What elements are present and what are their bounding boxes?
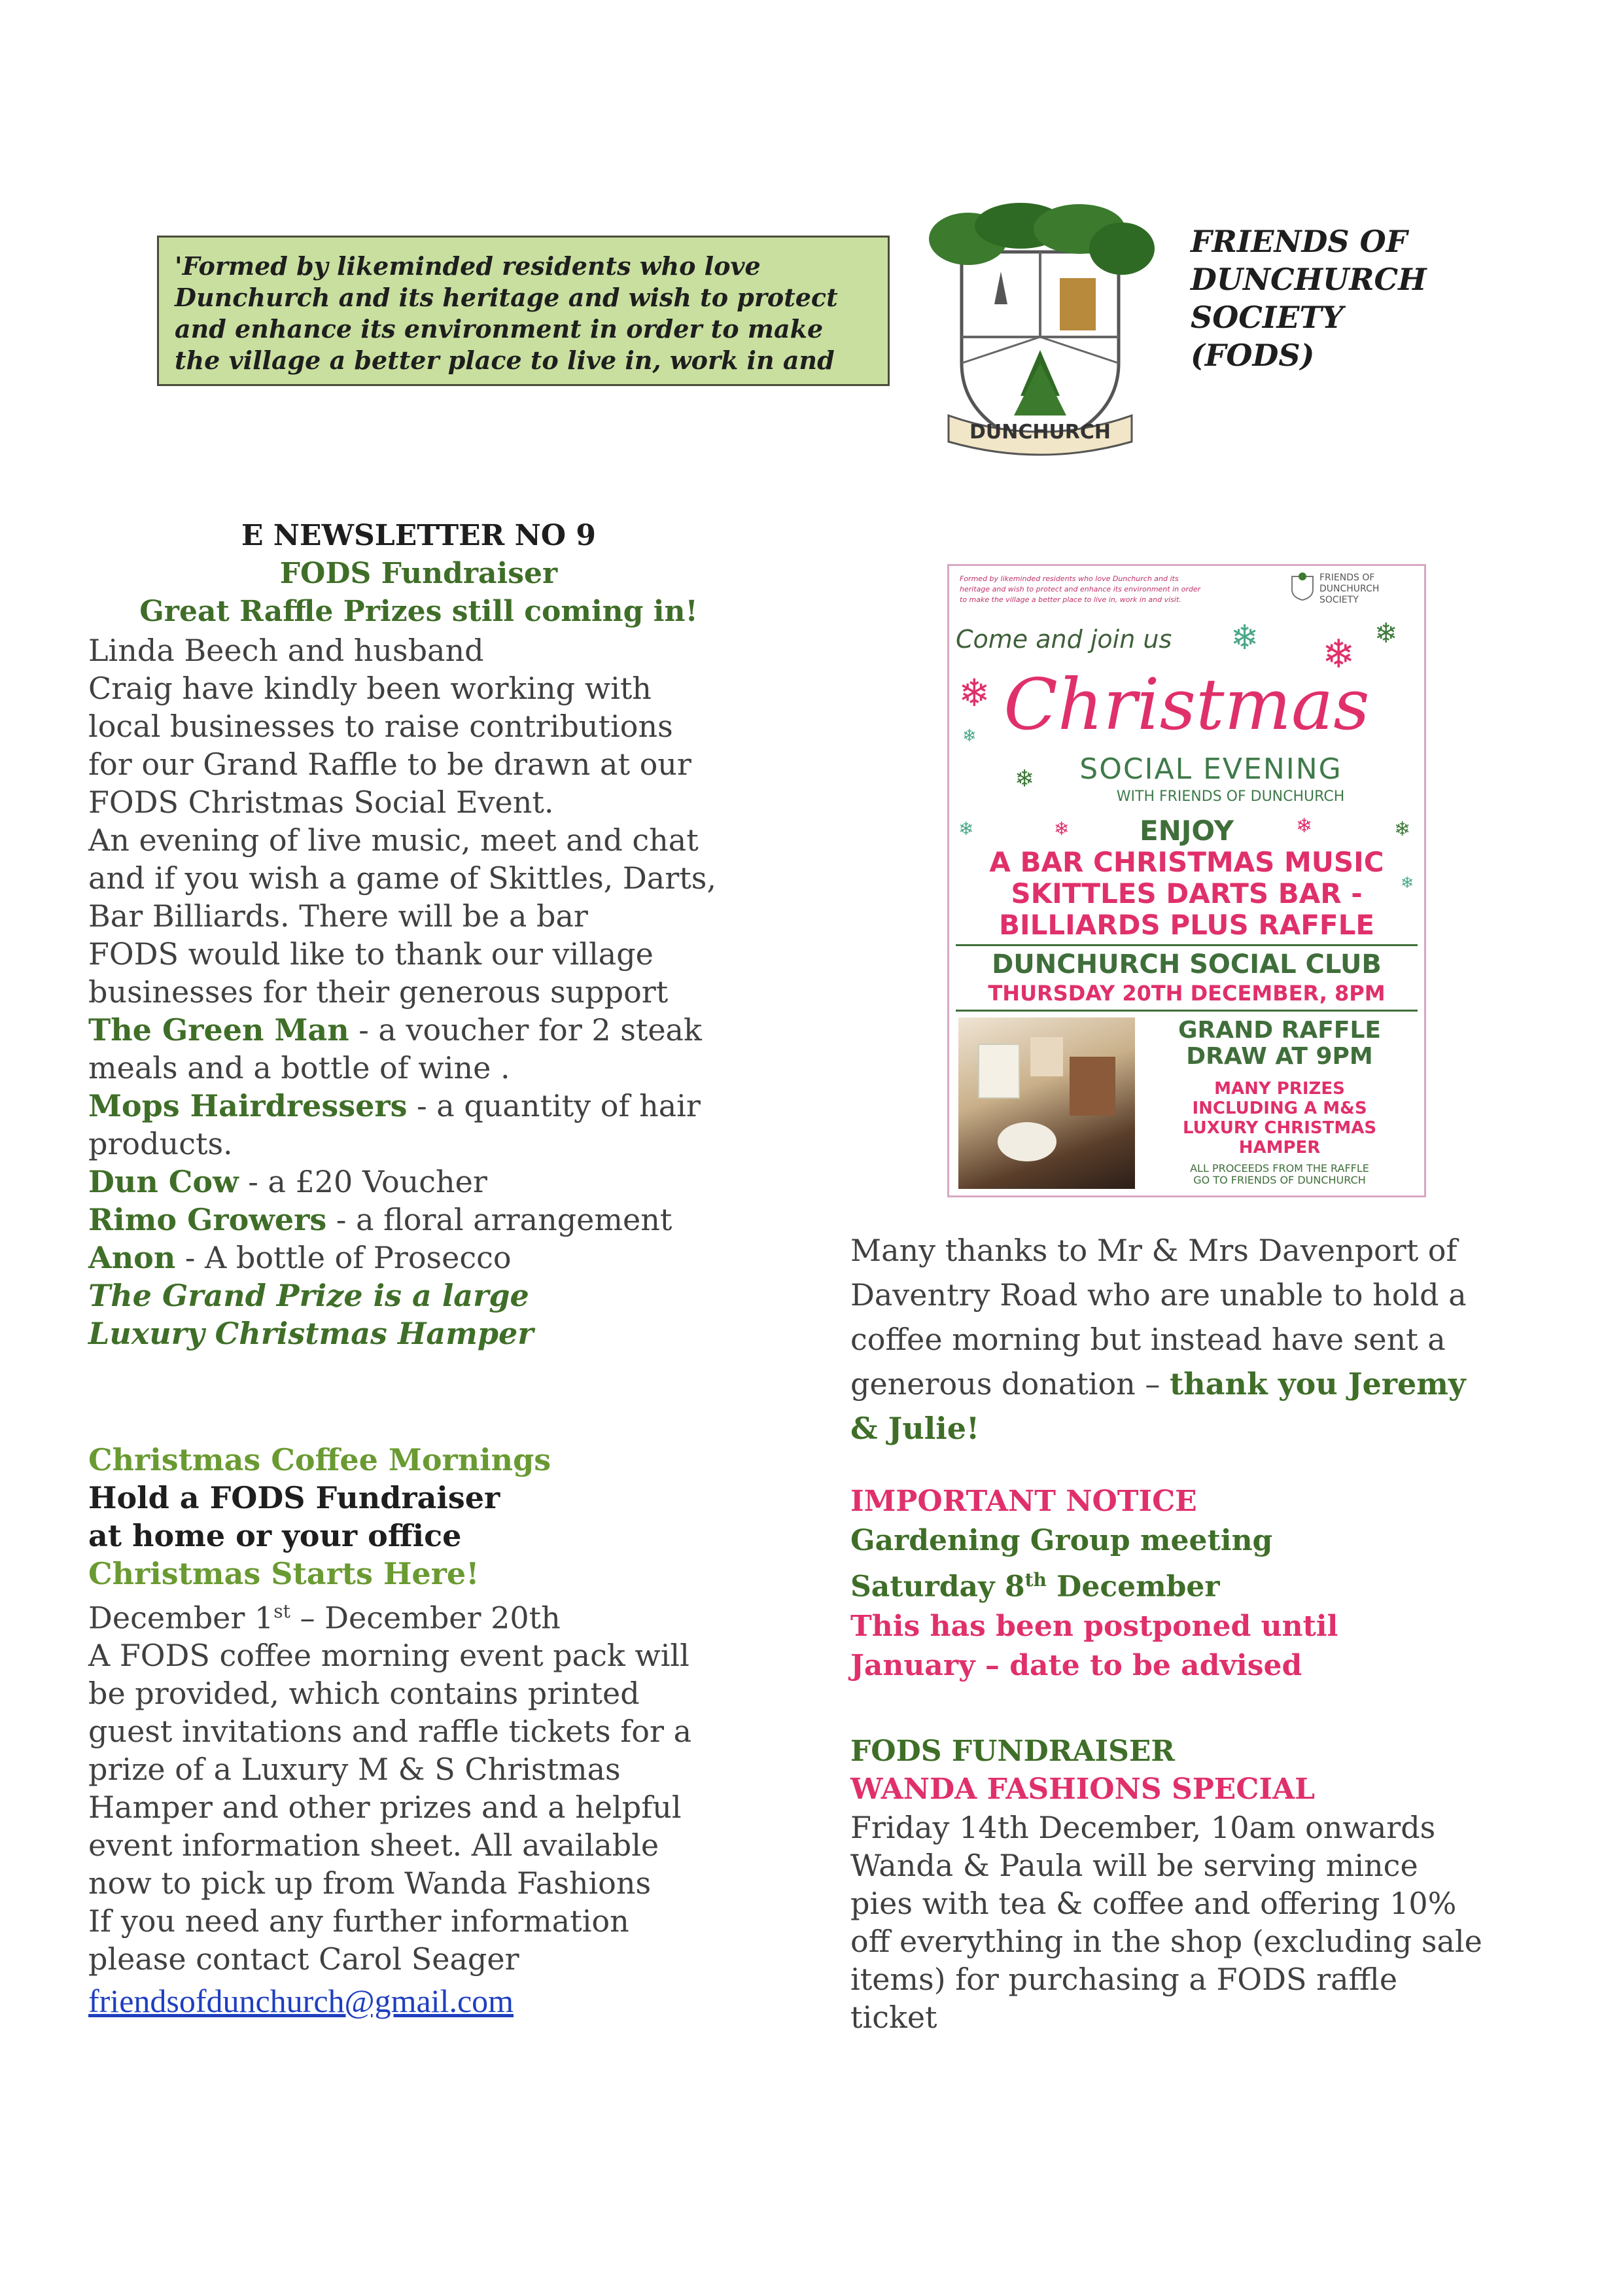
poster-social-evening: SOCIAL EVENING: [1079, 752, 1342, 786]
motto-line: the village a better place to live in, work in and: [175, 345, 835, 375]
coffee-line: guest invitations and raffle tickets for a: [88, 1714, 691, 1750]
newsletter-title: E NEWSLETTER NO 9: [241, 519, 597, 552]
coffee-line: Hamper and other prizes and a helpful: [88, 1790, 682, 1826]
notice-line: Gardening Group meeting: [850, 1524, 1273, 1557]
notice-date-sup: th: [1024, 1569, 1047, 1591]
society-name-line: FRIENDS OF: [1191, 224, 1408, 259]
wanda-line: Wanda & Paula will be serving mince: [850, 1848, 1418, 1883]
poster-proceeds-line: GO TO FRIENDS OF DUNCHURCH: [1193, 1174, 1366, 1186]
sponsor-item: [88, 1201, 775, 1239]
wanda-line: Friday 14th December, 10am onwards: [850, 1810, 1436, 1845]
intro-line: businesses for their generous support: [88, 974, 669, 1010]
coffee-sub-green: Christmas Starts Here!: [88, 1556, 480, 1591]
wanda-line: off everything in the shop (excluding sale: [850, 1924, 1482, 1959]
motto-line: Dunchurch and its heritage and wish to protect: [175, 283, 838, 312]
poster-motto-line: Formed by likeminded residents who love Dunchurch and its: [960, 574, 1179, 583]
wanda-heading: FODS FUNDRAISER: [850, 1735, 1175, 1768]
sponsor-desc: - a voucher for 2 steak: [349, 1012, 702, 1048]
email-link[interactable]: friendsofdunchurch@gmail.com: [88, 1983, 514, 2020]
sponsor-item: [88, 1087, 775, 1125]
date-end: – December 20th: [290, 1600, 561, 1636]
poster-prizes-line: LUXURY CHRISTMAS: [1182, 1118, 1377, 1138]
snowflake-icon: ❄: [1015, 766, 1035, 792]
hamper-box-icon: [1030, 1037, 1063, 1076]
dunchurch-crest-logo: [922, 200, 1158, 461]
intro-line: An evening of live music, meet and chat: [88, 822, 699, 858]
sponsor-desc: - a quantity of hair: [407, 1088, 701, 1123]
sponsor-item: [88, 1239, 775, 1277]
poster-venue: DUNCHURCH SOCIAL CLUB: [992, 949, 1382, 980]
poster-prizes: [1139, 1079, 1420, 1157]
sponsor-name: Rimo Growers: [88, 1202, 327, 1237]
coffee-line: If you need any further information: [88, 1903, 629, 1939]
poster-line2: SKITTLES DARTS BAR -: [1011, 877, 1363, 910]
date-sup: st: [273, 1600, 290, 1622]
poster-prizes-line: INCLUDING A M&S: [1192, 1099, 1367, 1118]
snowflake-icon: ❄: [1374, 617, 1398, 649]
coffee-sub: at home or your office: [88, 1518, 462, 1553]
date-start: December 1: [88, 1600, 274, 1636]
notice-date: Saturday 8: [850, 1570, 1025, 1604]
poster-proceeds-line: ALL PROCEEDS FROM THE RAFFLE: [1190, 1162, 1369, 1174]
thanks-highlight: & Julie!: [850, 1411, 980, 1446]
grand-prize-line: Luxury Christmas Hamper: [88, 1316, 534, 1351]
poster-motto-line: to make the village a better place to live in, work in and visit.: [960, 595, 1181, 604]
poster-crest-icon: [1289, 573, 1316, 601]
thanks-line: [850, 1362, 1596, 1406]
society-name-line: DUNCHURCH: [1191, 262, 1427, 297]
thanks-line: Daventry Road who are unable to hold a: [850, 1277, 1467, 1313]
sponsor-desc-cont: products.: [88, 1126, 233, 1161]
raffle-intro: [88, 631, 775, 1352]
coffee-mornings-section: [88, 1441, 775, 2020]
poster-society-line: SOCIETY: [1319, 595, 1359, 605]
grand-prize-line: The Grand Prize is a large: [88, 1278, 529, 1313]
intro-line: local businesses to raise contributions: [88, 709, 673, 744]
poster-prizes-line: MANY PRIZES: [1214, 1079, 1345, 1099]
thanks-text: generous donation –: [850, 1366, 1170, 1402]
notice-postponed: This has been postponed until: [850, 1609, 1338, 1643]
sponsor-desc: - a £20 Voucher: [238, 1164, 487, 1199]
wanda-line: ticket: [850, 2000, 937, 2035]
poster-proceeds: [1139, 1163, 1420, 1186]
poster-enjoy: ENJOY: [1139, 815, 1234, 847]
intro-line: Craig have kindly been working with: [88, 671, 652, 706]
snowflake-icon: ❄: [958, 818, 974, 839]
poster-line1: A BAR CHRISTMAS MUSIC: [989, 846, 1384, 878]
poster-divider: [956, 944, 1418, 946]
wanda-fashions-section: [850, 1733, 1596, 2036]
wanda-line: pies with tea & coffee and offering 10%: [850, 1886, 1457, 1921]
important-notice-section: [850, 1482, 1596, 1686]
coffee-line: A FODS coffee morning event pack will: [88, 1638, 689, 1674]
crest-label: DUNCHURCH: [969, 421, 1111, 444]
coffee-sub: Hold a FODS Fundraiser: [88, 1480, 500, 1515]
poster-grand-raffle: [1139, 1017, 1420, 1070]
newsletter-subtitle: FODS Fundraiser: [279, 557, 558, 590]
hamper-box-icon: [978, 1044, 1020, 1099]
newsletter-headline: Great Raffle Prizes still coming in!: [139, 595, 698, 628]
poster-grand-raffle-line: DRAW AT 9PM: [1186, 1043, 1373, 1070]
wanda-line: items) for purchasing a FODS raffle: [850, 1962, 1398, 1997]
poster-line3: BILLIARDS PLUS RAFFLE: [998, 909, 1375, 941]
sponsor-name: The Green Man: [88, 1012, 349, 1048]
sponsor-name: Dun Cow: [88, 1164, 239, 1199]
sponsor-desc-cont: meals and a bottle of wine .: [88, 1050, 510, 1086]
poster-come-join-wrap: [949, 625, 1424, 654]
sponsor-desc: - A bottle of Prosecco: [175, 1240, 512, 1275]
poster-come-join: Come and join us: [956, 625, 1172, 654]
motto-line: and enhance its environment in order to make: [175, 314, 824, 344]
poster-society-name: [1319, 573, 1424, 606]
society-name-line: (FODS): [1191, 338, 1315, 373]
intro-line: for our Grand Raffle to be drawn at our: [88, 747, 691, 782]
thanks-highlight: thank you Jeremy: [1170, 1366, 1466, 1402]
sponsor-item: [88, 1011, 775, 1049]
notice-line: [850, 1561, 1596, 1607]
hamper-photo: [958, 1017, 1135, 1189]
snowflake-icon: ❄: [1401, 874, 1414, 892]
poster-christmas: Christmas: [1003, 664, 1370, 746]
sponsor-name: Mops Hairdressers: [88, 1088, 408, 1123]
snowflake-icon: ❄: [1296, 815, 1313, 838]
coffee-dates: [88, 1593, 775, 1636]
poster-date: THURSDAY 20TH DECEMBER, 8PM: [988, 981, 1386, 1006]
poster-prizes-line: HAMPER: [1238, 1138, 1321, 1157]
intro-line: Linda Beech and husband: [88, 633, 484, 668]
intro-line: FODS would like to thank our village: [88, 936, 654, 972]
snowflake-icon: ❄: [1394, 818, 1411, 841]
thanks-line: coffee morning but instead have sent a: [850, 1322, 1446, 1357]
newsletter-header: [88, 517, 749, 631]
intro-line: and if you wish a game of Skittles, Darts,: [88, 860, 716, 896]
intro-line: Bar Billiards. There will be a bar: [88, 898, 588, 934]
notice-heading: IMPORTANT NOTICE: [850, 1485, 1197, 1518]
poster-with-friends: WITH FRIENDS OF DUNCHURCH: [1116, 788, 1345, 805]
snowflake-icon: ❄: [962, 726, 977, 746]
coffee-line: event information sheet. All available: [88, 1828, 659, 1863]
wanda-heading: WANDA FASHIONS SPECIAL: [850, 1773, 1316, 1806]
society-motto-box: [157, 236, 890, 386]
snowflake-icon: ❄: [1322, 631, 1355, 677]
motto-line: 'Formed by likeminded residents who love: [175, 251, 761, 281]
coffee-line: please contact Carol Seager: [88, 1941, 519, 1977]
sponsor-item: [88, 1163, 775, 1201]
society-name: [1191, 222, 1465, 374]
snowflake-icon: ❄: [1230, 618, 1259, 658]
poster-grand-raffle-line: GRAND RAFFLE: [1178, 1017, 1381, 1044]
thanks-section: [850, 1228, 1596, 1451]
poster-divider: [956, 1010, 1418, 1012]
notice-postponed: January – date to be advised: [850, 1648, 1302, 1682]
coffee-heading: Christmas Coffee Mornings: [88, 1442, 551, 1477]
poster-society-line: DUNCHURCH: [1319, 584, 1380, 594]
poster-motto-line: heritage and wish to protect and enhance its environment in order: [960, 585, 1201, 593]
christmas-social-poster: [947, 564, 1426, 1197]
society-name-line: SOCIETY: [1191, 300, 1344, 335]
snowflake-icon: ❄: [1054, 818, 1070, 839]
poster-society-line: FRIENDS OF: [1319, 573, 1375, 583]
snowflake-icon: ❄: [958, 671, 990, 715]
poster-motto: [960, 574, 1300, 605]
sponsor-desc: - a floral arrangement: [326, 1202, 672, 1237]
coffee-line: prize of a Luxury M & S Christmas: [88, 1752, 621, 1788]
sponsor-name: Anon: [88, 1240, 176, 1275]
notice-date-month: December: [1046, 1570, 1220, 1604]
hamper-tin-icon: [998, 1122, 1056, 1161]
hamper-box-icon: [1070, 1057, 1115, 1116]
coffee-line: be provided, which contains printed: [88, 1676, 640, 1712]
intro-line: FODS Christmas Social Event.: [88, 785, 554, 820]
coffee-line: now to pick up from Wanda Fashions: [88, 1865, 652, 1901]
thanks-line: Many thanks to Mr & Mrs Davenport of: [850, 1233, 1457, 1268]
email-line: [88, 1982, 775, 2020]
